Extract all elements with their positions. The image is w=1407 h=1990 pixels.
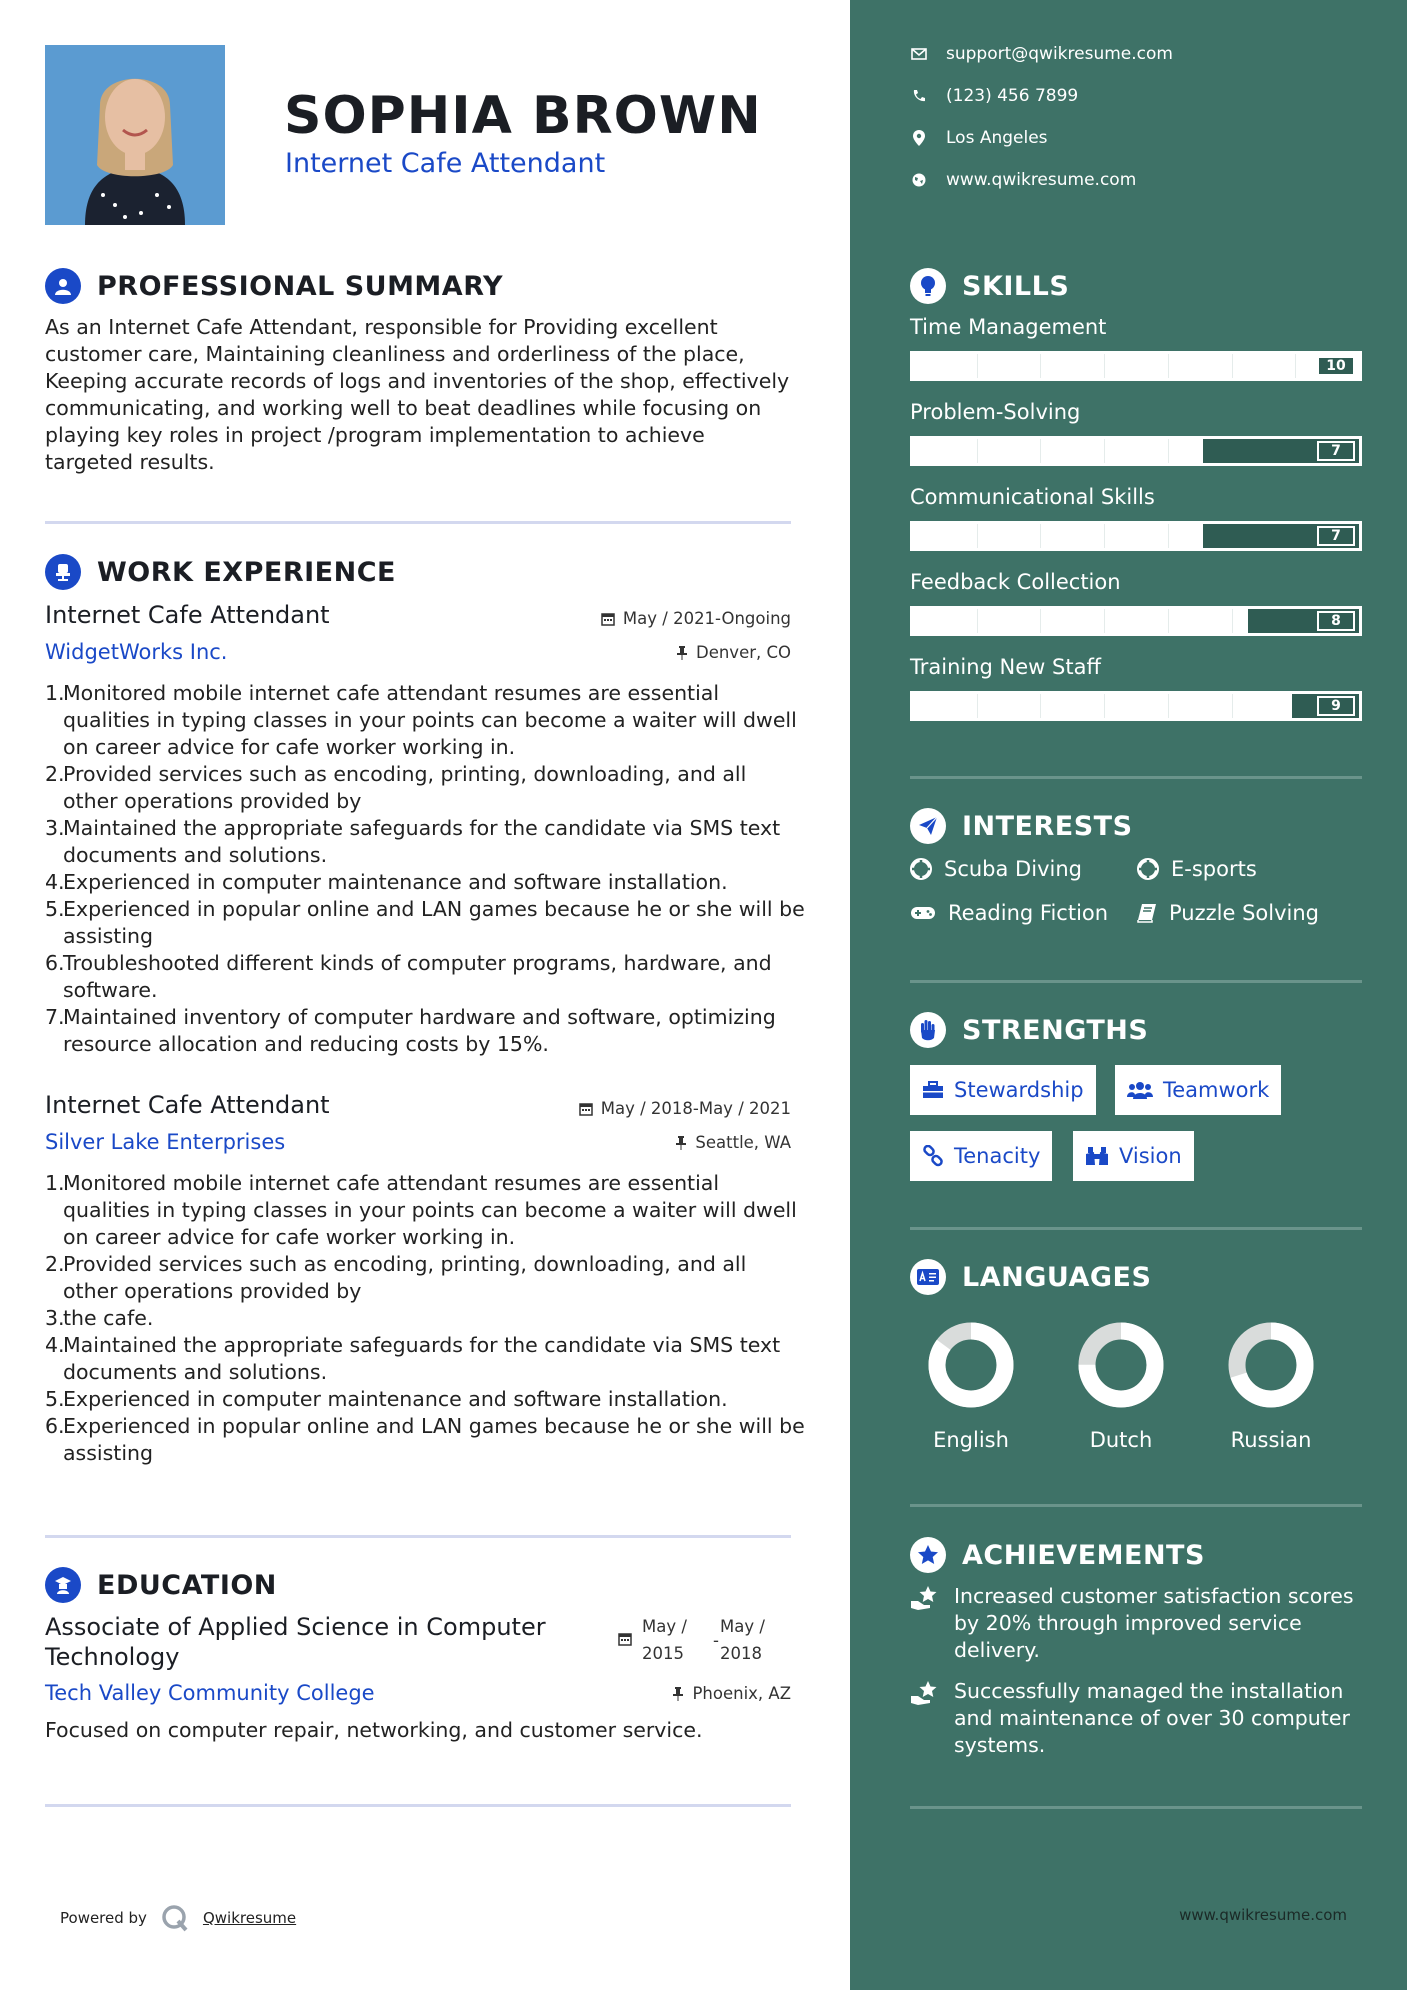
skill-name: Problem-Solving <box>910 400 1081 424</box>
skill-segment <box>977 354 978 378</box>
envelope-icon <box>911 48 927 60</box>
strength-label: Teamwork <box>1163 1078 1270 1102</box>
language-donut <box>1226 1320 1316 1410</box>
bullet-number: 4. <box>45 1333 65 1357</box>
book-icon <box>1137 903 1157 923</box>
strengths-heading <box>910 1012 1148 1048</box>
bullet-item <box>45 1251 805 1305</box>
language-item <box>896 1320 1046 1452</box>
pin-icon <box>675 1136 687 1150</box>
phone-text: (123) 456 7899 <box>946 86 1079 106</box>
qwikresume-link[interactable]: Qwikresume <box>202 1909 297 1927</box>
bullet-text: Maintained inventory of computer hardware and software, optimizing resource allocation and reducing costs by 15%. <box>63 1005 776 1056</box>
powered-by-label: Powered by <box>60 1909 147 1927</box>
interest-item <box>1137 901 1319 925</box>
divider <box>910 980 1362 983</box>
skill-segment <box>1232 609 1233 633</box>
job-company: Silver Lake Enterprises <box>45 1130 286 1154</box>
hand-icon <box>910 1012 946 1048</box>
job-location <box>676 643 791 662</box>
achievements-title: ACHIEVEMENTS <box>962 1539 1205 1571</box>
achievement-text: Successfully managed the installation and maintenance of over 30 computer systems. <box>954 1679 1350 1757</box>
strength-chip <box>1073 1131 1194 1181</box>
job-title: Internet Cafe Attendant <box>45 1091 330 1119</box>
skill-value: 7 <box>1317 526 1355 546</box>
job-date <box>579 1099 791 1118</box>
bullet-item <box>45 1305 805 1332</box>
job-date-text: May / 2021-Ongoing <box>622 609 791 628</box>
skill-segment <box>1168 694 1169 718</box>
strength-chip <box>1115 1065 1281 1115</box>
edu-location <box>672 1684 791 1703</box>
skill-segment <box>977 524 978 548</box>
bullet-number: 6. <box>45 951 65 975</box>
edu-start-year: 2015 <box>642 1644 684 1663</box>
bullet-number: 1. <box>45 1171 65 1195</box>
language-item <box>1046 1320 1196 1452</box>
bullet-text: Provided services such as encoding, printing, downloading, and all other operations provided by <box>63 762 747 813</box>
skill-name: Feedback Collection <box>910 570 1121 594</box>
skill-segment <box>977 694 978 718</box>
skill-segment <box>1104 354 1105 378</box>
job-location <box>675 1133 791 1152</box>
skill-segment <box>1040 609 1041 633</box>
briefcase-icon <box>922 1081 944 1099</box>
lightbulb-icon <box>910 268 946 304</box>
footer-website[interactable]: www.qwikresume.com <box>1179 1906 1347 1924</box>
achievement-text: Increased customer satisfaction scores by 20% through improved service delivery. <box>954 1584 1354 1662</box>
interests-title: INTERESTS <box>962 810 1133 842</box>
bullet-number: 5. <box>45 897 65 921</box>
bullet-number: 2. <box>45 1252 65 1276</box>
edu-start-date <box>642 1613 687 1667</box>
language-card-icon <box>910 1259 946 1295</box>
skill-value: 9 <box>1317 696 1355 716</box>
interests-heading <box>910 808 1133 844</box>
summary-heading <box>45 268 503 304</box>
skill-fill <box>913 609 1248 633</box>
skill-segment <box>1232 694 1233 718</box>
job-location-text: Denver, CO <box>695 643 791 662</box>
bullet-number: 3. <box>45 1306 65 1330</box>
interest-label: E-sports <box>1171 857 1257 881</box>
interest-item <box>1137 857 1257 881</box>
language-name: Russian <box>1230 1428 1312 1452</box>
bullet-item <box>45 1413 805 1467</box>
strengths-title: STRENGTHS <box>962 1014 1149 1046</box>
achievement-item <box>910 1678 1380 1759</box>
achievements-heading <box>910 1537 1205 1573</box>
bullet-text: Monitored mobile internet cafe attendant resumes are essential qualities in typing classes in your points can become a waiter will dwell on career advice for cafe worker working in. <box>63 681 797 759</box>
edu-end-date <box>720 1613 765 1667</box>
edu-date-separator: - <box>713 1631 719 1650</box>
job-bullets <box>45 1170 805 1467</box>
bullet-item <box>45 1332 805 1386</box>
calendar-icon <box>579 1102 593 1116</box>
skill-segment <box>1295 354 1296 378</box>
achievement-item <box>910 1583 1380 1664</box>
lifebuoy-icon <box>1137 858 1159 880</box>
profile-photo <box>45 45 225 225</box>
skill-segment <box>1040 524 1041 548</box>
calendar-icon <box>601 612 615 626</box>
skill-segment <box>1168 439 1169 463</box>
language-name: Dutch <box>1089 1428 1153 1452</box>
bullet-text: Troubleshooted different kinds of computer programs, hardware, and software. <box>63 951 772 1002</box>
skill-fill <box>913 354 1359 378</box>
skill-value: 7 <box>1317 441 1355 461</box>
bullet-number: 3. <box>45 816 65 840</box>
bullet-number: 2. <box>45 762 65 786</box>
experience-heading <box>45 554 396 590</box>
bullet-number: 6. <box>45 1414 65 1438</box>
bullet-number: 7. <box>45 1005 65 1029</box>
divider <box>910 1504 1362 1507</box>
language-item <box>1196 1320 1346 1452</box>
bullet-text: Experienced in computer maintenance and software installation. <box>63 1387 728 1411</box>
bullet-text: Maintained the appropriate safeguards for the candidate via SMS text documents and solutions. <box>63 1333 781 1384</box>
strength-chip <box>910 1065 1096 1115</box>
divider <box>910 1806 1362 1809</box>
lifebuoy-icon <box>910 858 932 880</box>
contact-email[interactable] <box>910 44 1173 64</box>
divider <box>45 521 791 524</box>
bullet-item <box>45 680 805 761</box>
edu-description: Focused on computer repair, networking, and customer service. <box>45 1718 703 1742</box>
gamepad-icon <box>910 905 936 921</box>
bullet-item <box>45 1386 805 1413</box>
powered-by <box>60 1904 296 1932</box>
bullet-text: Experienced in computer maintenance and software installation. <box>63 870 728 894</box>
skill-fill <box>913 439 1203 463</box>
interest-label: Reading Fiction <box>948 901 1109 925</box>
job-location-text: Seattle, WA <box>695 1133 791 1152</box>
skill-value: 10 <box>1317 356 1355 376</box>
skill-segment <box>1040 354 1041 378</box>
bullet-item <box>45 896 805 950</box>
skill-segment <box>1232 354 1233 378</box>
phone-icon <box>912 89 926 103</box>
bullet-text: Monitored mobile internet cafe attendant resumes are essential qualities in typing classes in your points can become a waiter will dwell on career advice for cafe worker working in. <box>63 1171 797 1249</box>
bullet-item <box>45 869 805 896</box>
summary-text: As an Internet Cafe Attendant, responsible for Providing excellent customer care, Maintaining cleanliness and orderliness of the place, Keeping accurate records of logs and inventories of the shop, effectively communicating, and working well to beat deadlines while focusing on playing key roles in project /program implementation to achieve targeted results. <box>45 315 790 474</box>
strength-label: Tenacity <box>954 1144 1041 1168</box>
edu-location-text: Phoenix, AZ <box>692 1684 791 1703</box>
candidate-name: SOPHIA BROWN <box>284 86 762 146</box>
skill-value: 8 <box>1317 611 1355 631</box>
bullet-item <box>45 1170 805 1251</box>
skill-fill <box>913 694 1292 718</box>
interest-item <box>910 901 1108 925</box>
skills-title: SKILLS <box>962 270 1070 302</box>
skill-segment <box>977 439 978 463</box>
strength-label: Vision <box>1119 1144 1182 1168</box>
star-hand-icon <box>910 1680 940 1706</box>
users-icon <box>1127 1081 1153 1099</box>
bullet-text: Experienced in popular online and LAN games because he or she will be assisting <box>63 897 805 948</box>
contact-website[interactable] <box>910 170 1136 190</box>
divider <box>910 1227 1362 1230</box>
job-bullets <box>45 680 805 1058</box>
language-donut <box>1076 1320 1166 1410</box>
globe-icon <box>912 173 926 187</box>
strength-label: Stewardship <box>954 1078 1084 1102</box>
contact-phone[interactable] <box>910 86 1078 106</box>
pin-icon <box>676 646 688 660</box>
skill-segment <box>1040 439 1041 463</box>
experience-title: WORK EXPERIENCE <box>97 556 396 588</box>
sidebar <box>850 0 1407 1990</box>
chair-icon <box>45 554 81 590</box>
skill-bar <box>910 691 1362 721</box>
education-title: EDUCATION <box>97 1569 277 1601</box>
bullet-item <box>45 1004 805 1058</box>
skill-bar <box>910 351 1362 381</box>
edu-end-month: May / <box>720 1617 765 1636</box>
strength-chip <box>910 1131 1052 1181</box>
skill-segment <box>1104 439 1105 463</box>
skill-segment <box>1104 524 1105 548</box>
divider <box>910 776 1362 779</box>
job-date <box>601 609 791 628</box>
binoculars-icon <box>1085 1146 1109 1166</box>
edu-start-month: May / <box>642 1617 687 1636</box>
bullet-text: Experienced in popular online and LAN games because he or she will be assisting <box>63 1414 805 1465</box>
qwikresume-logo-icon <box>161 1904 189 1932</box>
user-icon <box>45 268 81 304</box>
skill-name: Training New Staff <box>910 655 1101 679</box>
website-text: www.qwikresume.com <box>946 170 1137 190</box>
skill-segment <box>977 609 978 633</box>
candidate-role: Internet Cafe Attendant <box>285 148 606 179</box>
bullet-text: Provided services such as encoding, printing, downloading, and all other operations provided by <box>63 1252 747 1303</box>
skill-segment <box>1040 694 1041 718</box>
star-hand-icon <box>910 1585 940 1611</box>
skill-bar <box>910 521 1362 551</box>
bullet-text: Maintained the appropriate safeguards for the candidate via SMS text documents and solutions. <box>63 816 781 867</box>
interest-label: Scuba Diving <box>944 857 1082 881</box>
degree-title: Associate of Applied Science in Computer Technology <box>45 1613 546 1671</box>
skill-fill <box>913 524 1203 548</box>
location-text: Los Angeles <box>946 128 1048 148</box>
skill-segment <box>1168 524 1169 548</box>
languages-title: LANGUAGES <box>962 1261 1152 1293</box>
skill-name: Communicational Skills <box>910 485 1155 509</box>
skill-bar <box>910 606 1362 636</box>
skill-name: Time Management <box>910 315 1107 339</box>
bullet-item <box>45 761 805 815</box>
bullet-number: 4. <box>45 870 65 894</box>
languages-heading <box>910 1259 1151 1295</box>
skills-heading <box>910 268 1069 304</box>
bullet-item <box>45 950 805 1004</box>
divider <box>45 1804 791 1807</box>
skill-bar <box>910 436 1362 466</box>
contact-location <box>910 128 1048 148</box>
star-badge-icon <box>910 1537 946 1573</box>
interest-label: Puzzle Solving <box>1169 901 1319 925</box>
skill-segment <box>1104 694 1105 718</box>
skill-segment <box>1168 609 1169 633</box>
pin-icon <box>672 1687 684 1701</box>
map-marker-icon <box>913 130 925 146</box>
job-date-text: May / 2018-May / 2021 <box>600 1099 791 1118</box>
bullet-number: 5. <box>45 1387 65 1411</box>
language-name: English <box>933 1428 1009 1452</box>
graduate-icon <box>45 1567 81 1603</box>
language-donut <box>926 1320 1016 1410</box>
job-title: Internet Cafe Attendant <box>45 601 330 629</box>
link-icon <box>922 1145 944 1167</box>
paper-plane-icon <box>910 808 946 844</box>
summary-title: PROFESSIONAL SUMMARY <box>97 270 504 302</box>
divider <box>45 1535 791 1538</box>
skill-segment <box>1168 354 1169 378</box>
bullet-text: the cafe. <box>63 1306 154 1330</box>
skill-segment <box>1104 609 1105 633</box>
education-heading <box>45 1567 277 1603</box>
calendar-icon <box>618 1632 632 1646</box>
bullet-item <box>45 815 805 869</box>
email-text: support@qwikresume.com <box>946 44 1173 64</box>
interest-item <box>910 857 1082 881</box>
job-company: WidgetWorks Inc. <box>45 640 228 664</box>
edu-end-year: 2018 <box>720 1644 762 1663</box>
school-name: Tech Valley Community College <box>45 1681 375 1705</box>
bullet-number: 1. <box>45 681 65 705</box>
